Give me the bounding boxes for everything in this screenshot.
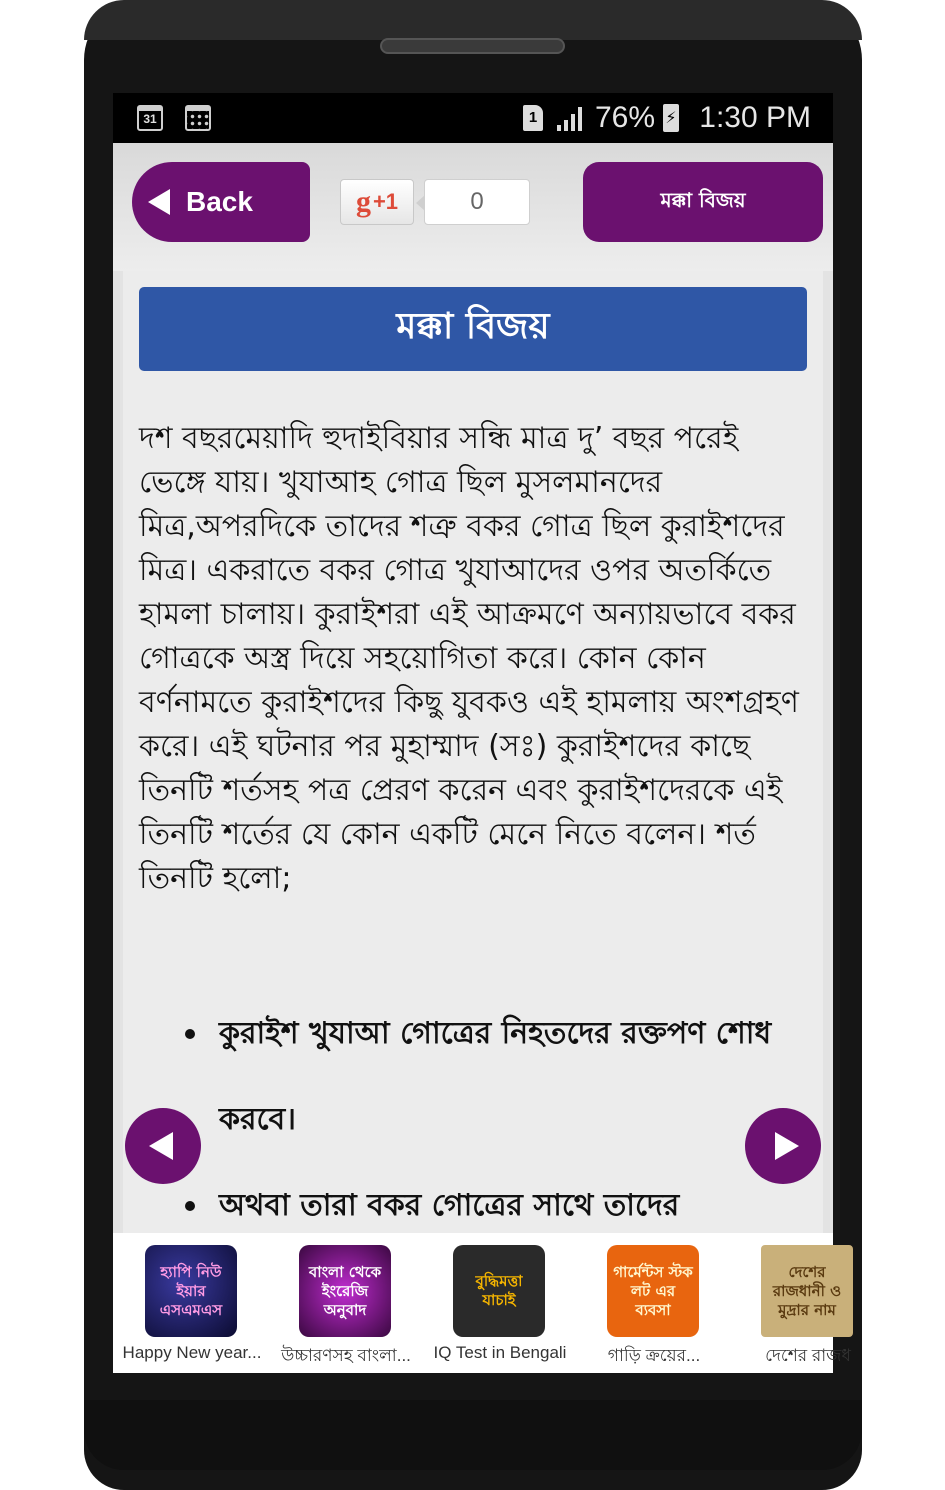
conditions-list	[139, 991, 807, 1249]
arrow-right-icon	[775, 1132, 799, 1160]
app-label: উচ্চারণসহ বাংলা...	[281, 1346, 411, 1365]
app-tile[interactable]	[423, 1245, 577, 1369]
list-item: কুরাইশ খুযাআ গোত্রের নিহতদের রক্তপণ শোধ করবে।	[139, 991, 807, 1163]
app-icon[interactable]: বুদ্ধিমত্তা যাচাই	[453, 1245, 545, 1337]
sim-icon	[523, 105, 543, 131]
app-tile[interactable]	[577, 1245, 731, 1369]
back-label: Back	[186, 186, 253, 217]
app-icon[interactable]: দেশের রাজধানী ও মুদ্রার নাম	[761, 1245, 853, 1337]
article-paragraph: দশ বছরমেয়াদি হুদাইবিয়ার সন্ধি মাত্র দু’ বছর পরেই ভেঙ্গে যায়। খুযাআহ গোত্র ছিল মুসলমানদের মিত্র,অপরদিকে তাদের শত্রু বকর গোত্র ছিল কুরাইশদের মিত্র। একরাতে বকর গোত্র খুযাআদের ওপর অতর্কিতে হামলা চালায়। কুরাইশরা এই আক্রমণে অন্যায়ভাবে বকর গোত্রকে অস্ত্র দিয়ে সহয়োগিতা করে। কোন কোন বর্ণনামতে কুরাইশদের কিছু যুবকও এই হামলায় অংশগ্রহণ করে। এই ঘটনার পর মুহাম্মাদ (সঃ) কুরাইশদের কাছে তিনটি শর্তসহ পত্র প্রেরণ করেন এবং কুরাইশদেরকে এই তিনটি শর্তের যে কোন একটি মেনে নিতে বলেন। শর্ত তিনটি হলো;	[139, 421, 799, 896]
back-button[interactable]	[132, 162, 310, 242]
back-arrow-icon	[148, 189, 170, 215]
promoted-apps-strip[interactable]	[113, 1233, 851, 1373]
app-icon[interactable]: বাংলা থেকে ইংরেজি অনুবাদ	[299, 1245, 391, 1337]
chapter-title-button[interactable]: মক্কা বিজয়	[583, 162, 823, 242]
calendar-day: 31	[143, 112, 157, 126]
app-label: গাড়ি ক্রয়ের...	[607, 1346, 701, 1365]
previous-page-button[interactable]	[125, 1108, 201, 1184]
status-bar	[113, 93, 833, 143]
toolbar	[113, 143, 833, 271]
app-icon[interactable]: হ্যাপি নিউ ইয়ার এসএমএস	[145, 1245, 237, 1337]
google-plus-one-button[interactable]	[340, 179, 414, 225]
sim-label: 1	[528, 109, 538, 126]
list-item: অথবা তারা বকর গোত্রের সাথে তাদের	[139, 1163, 807, 1249]
google-plus-one: +1	[372, 189, 399, 214]
arrow-left-icon	[149, 1132, 173, 1160]
google-plus-g: g	[355, 185, 371, 218]
app-label: Happy New year...	[122, 1343, 262, 1362]
signal-icon	[556, 105, 584, 131]
phone-bottom-bezel	[84, 1400, 862, 1470]
clock: 1:30 PM	[699, 101, 811, 134]
article-content[interactable]	[123, 271, 823, 1233]
article-heading: মক্কা বিজয়	[139, 287, 807, 371]
battery-charging-icon: ⚡	[663, 104, 679, 132]
screen	[113, 93, 851, 1373]
app-label: IQ Test in Bengali	[433, 1343, 567, 1362]
app-icon[interactable]: গার্মেন্টস স্টক লট এর ব্যবসা	[607, 1245, 699, 1337]
phone-top-edge	[84, 0, 862, 40]
app-tile[interactable]	[115, 1245, 269, 1369]
next-page-button[interactable]	[745, 1108, 821, 1184]
phone-speaker	[380, 38, 565, 54]
battery-percent: 76%	[595, 101, 656, 134]
app-label: দেশের রাজধ	[765, 1346, 851, 1365]
plus-one-count: 0	[424, 179, 530, 225]
calendar-icon	[137, 105, 163, 131]
calendar-grid-icon	[185, 105, 211, 131]
app-tile[interactable]	[731, 1245, 885, 1369]
app-tile[interactable]	[269, 1245, 423, 1369]
